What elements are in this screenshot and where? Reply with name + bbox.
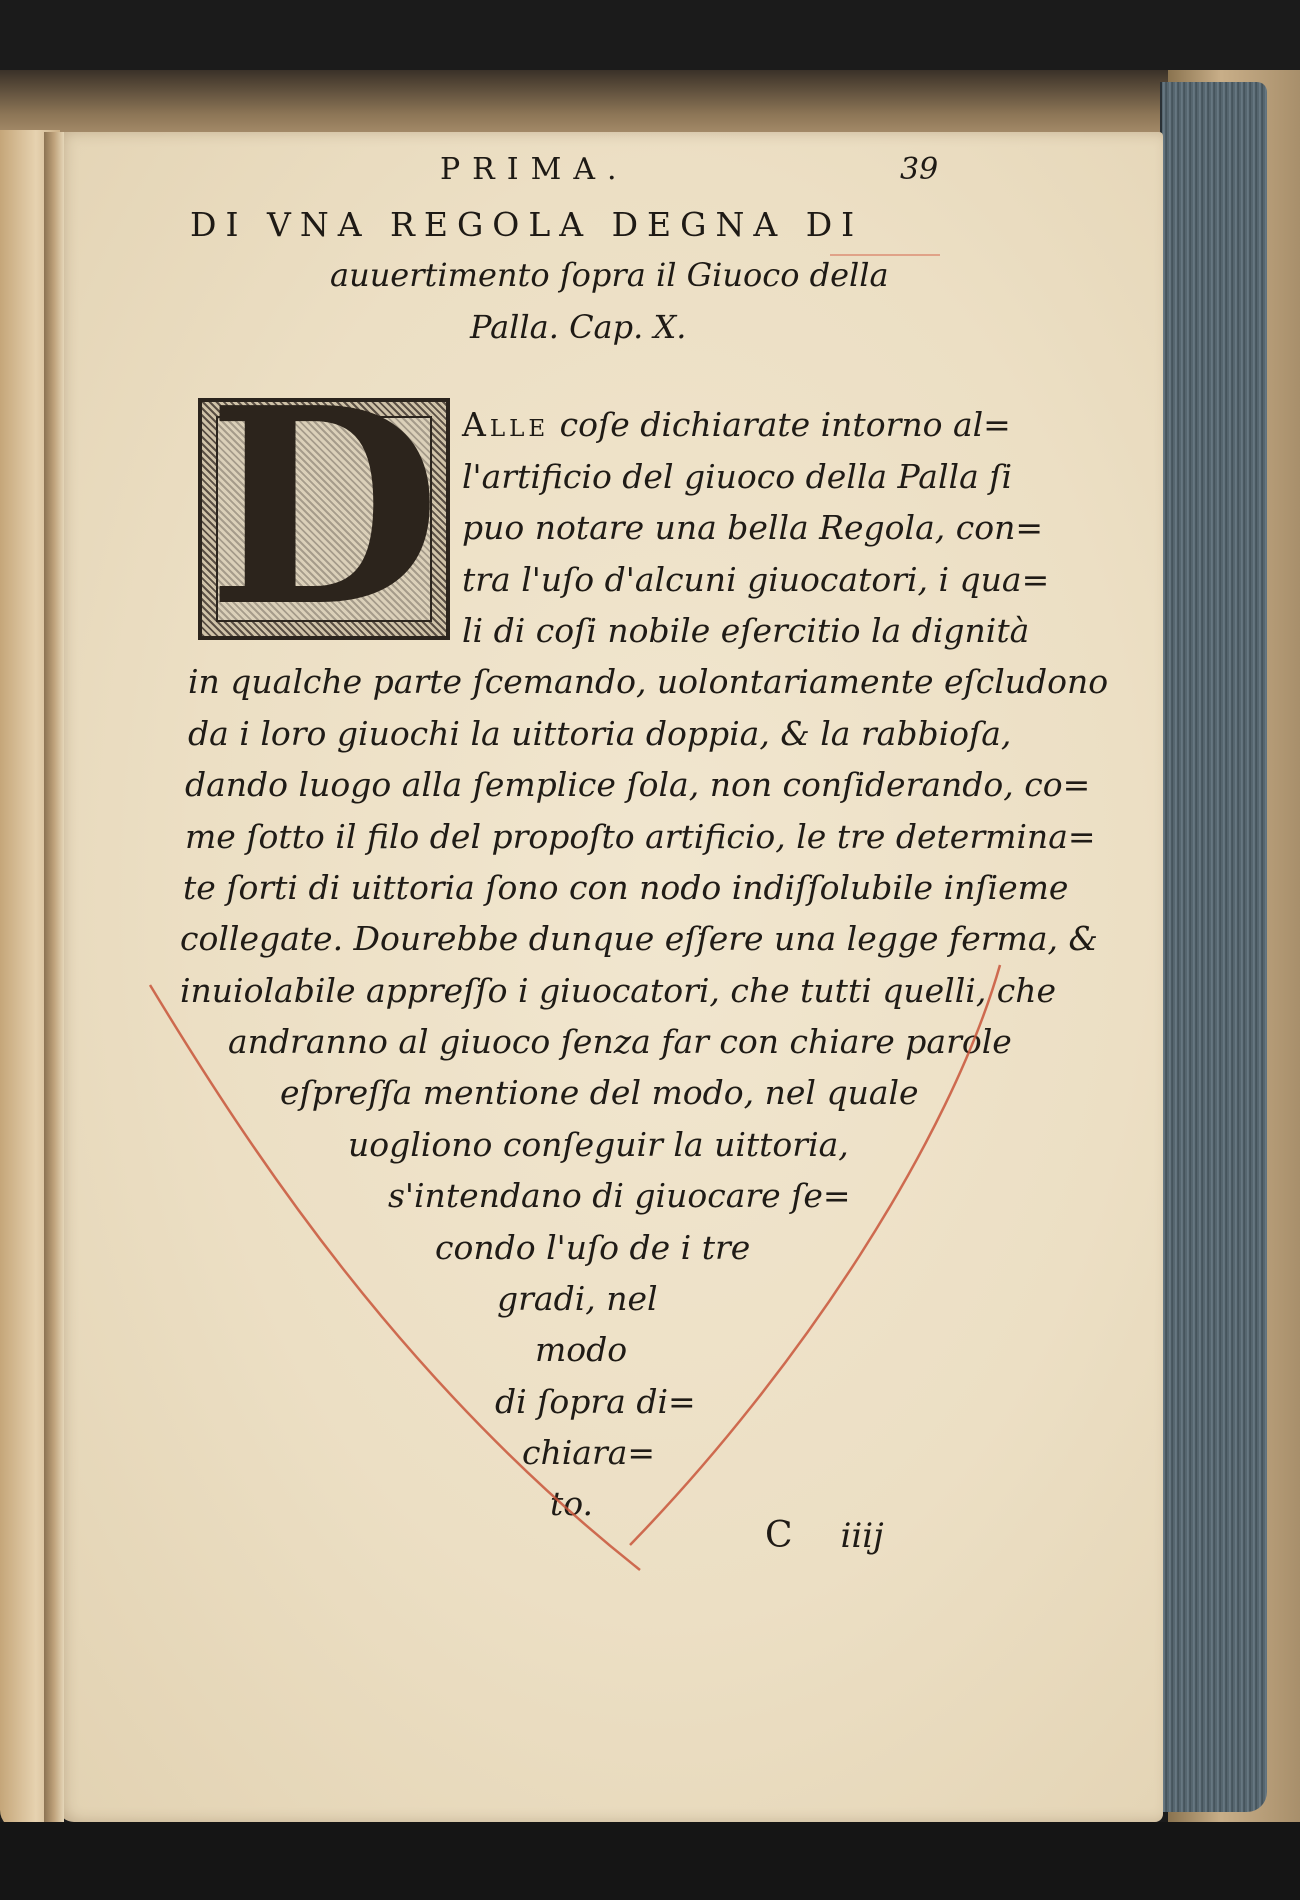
signature-number: iiij <box>840 1516 884 1556</box>
page-number: 39 <box>900 152 939 187</box>
initial-letter: D <box>206 348 442 666</box>
text-line: te ſorti di uittoria ſono con nodo indiſſolubile inſieme <box>183 868 1069 907</box>
text-line: tra l'uſo d'alcuni giuocatori, i qua= <box>462 560 1050 599</box>
signature-letter: C <box>765 1515 793 1556</box>
text-line: di ſopra di= <box>495 1382 696 1421</box>
text-line: in qualche parte ſcemando, uolontariamente eſcludono <box>188 662 1109 701</box>
text-line: li di coſi nobile eſercitio la dignità <box>462 611 1030 650</box>
text-line: me ſotto il filo del propoſto artificio, le tre determina= <box>185 817 1096 856</box>
text-line: gradi, nel <box>497 1279 658 1318</box>
text-line: dando luogo alla ſemplice ſola, non conſiderando, co= <box>185 765 1091 804</box>
decorated-initial <box>198 348 450 666</box>
text-line: chiara= <box>522 1433 656 1472</box>
signature-mark <box>765 1515 884 1556</box>
running-head: PRIMA. <box>440 152 629 187</box>
text-line: inuiolabile appreſſo i giuocatori, che tutti quelli, che <box>180 971 1057 1010</box>
chapter-number: Palla. Cap. X. <box>470 308 687 346</box>
text-line: collegate. Dourebbe dunque eſſere una legge ferma, & <box>180 919 1098 958</box>
page-edges <box>1160 82 1267 1812</box>
text-line: l'artificio del giuoco della Palla ſi <box>462 457 1012 496</box>
text-line: modo <box>535 1330 628 1369</box>
first-word: Alle <box>462 405 550 444</box>
text-line: eſpreſſa mentione del modo, nel quale <box>280 1073 919 1112</box>
text-line: to. <box>550 1484 594 1523</box>
line-text: coſe dichiarate intorno al= <box>559 405 1011 444</box>
text-line: condo l'uſo de i tre <box>435 1228 751 1267</box>
chapter-subtitle: auuertimento ſopra il Giuoco della <box>330 256 889 294</box>
text-line <box>462 405 1011 444</box>
chapter-title: DI VNA REGOLA DEGNA DI <box>190 205 864 244</box>
text-line: uogliono conſeguir la uittoria, <box>348 1125 849 1164</box>
text-line: da i loro giuochi la uittoria doppia, & la rabbioſa, <box>188 714 1012 753</box>
background-bottom <box>0 1822 1300 1900</box>
text-line: s'intendano di giuocare ſe= <box>388 1176 851 1215</box>
text-line: andranno al giuoco ſenza far con chiare parole <box>228 1022 1012 1061</box>
text-line: puo notare una bella Regola, con= <box>462 508 1044 547</box>
page-gutter <box>44 132 64 1822</box>
